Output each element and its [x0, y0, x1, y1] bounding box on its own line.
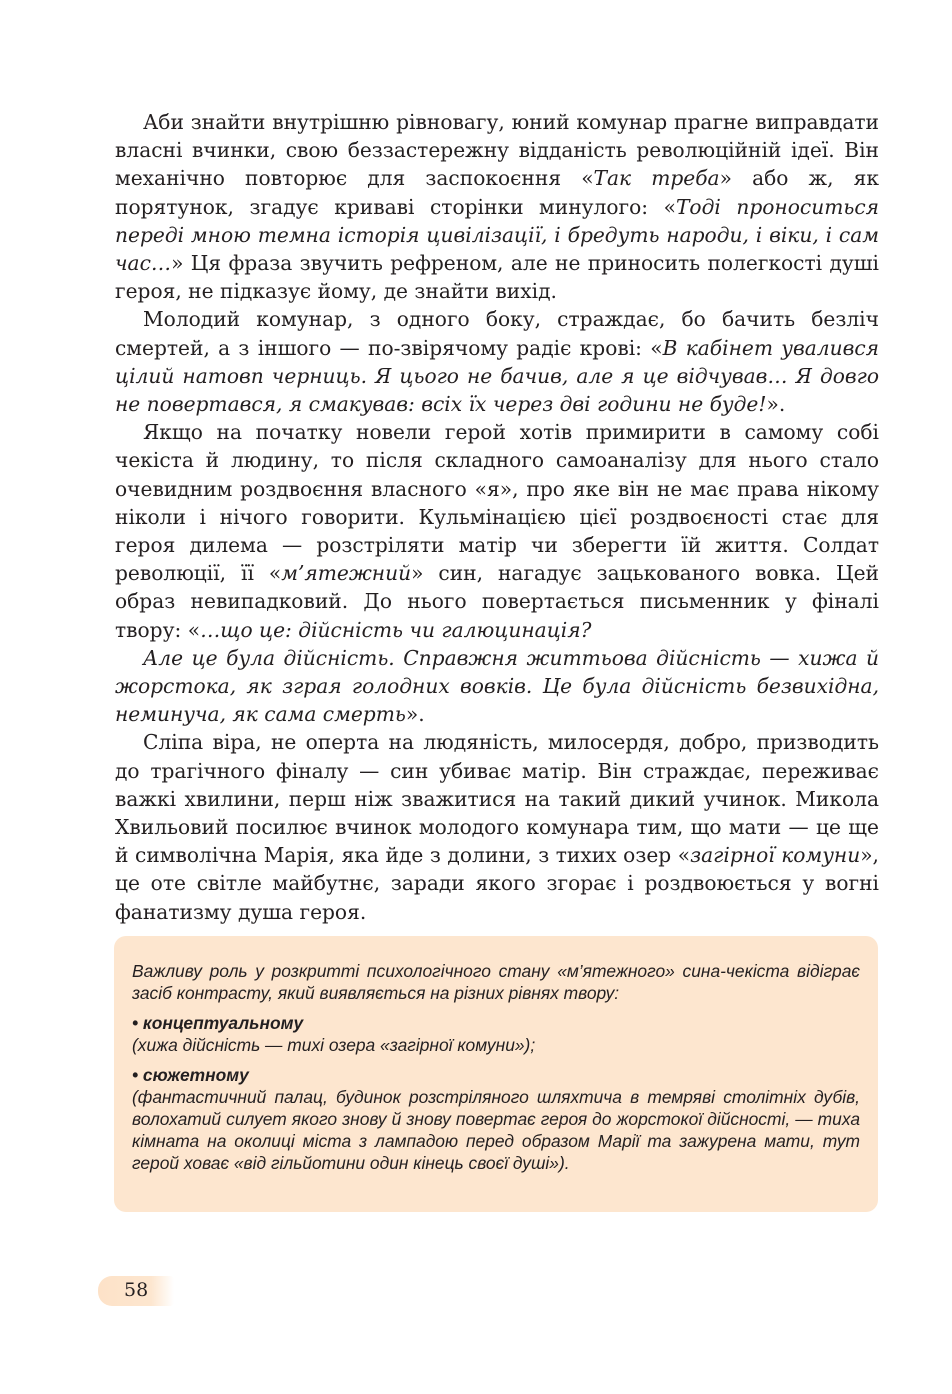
text-run: ». — [405, 702, 425, 727]
text-run: Аби знайти внутрішню рівновагу, юний комунар прагне виправдати власні вчинки, свою беззастережну відданість революційній ідеї. Він механічно повторює для заспокоєння « — [115, 110, 879, 191]
page-number-tab — [98, 1276, 174, 1306]
paragraph-2 — [115, 305, 879, 418]
callout-item-title: • концептуальному — [132, 1013, 304, 1033]
text-run: » або ж, як порятунок, згадує криваві сторінки минулого: « — [115, 166, 879, 219]
callout-item-text: (фантастичний палац, будинок розстріляного шляхтича в темряві столітніх дубів, волохатий силует якого знову й знову повертає героя до жорстокої дійсності, — тиха кімната на околиці міста з лампадою перед образом Марії та зажурена мати, тут герой ховає «від гільйотини один кінець своєї душі»). — [132, 1087, 860, 1173]
text-run: Сліпа віра, не оперта на людяність, милосердя, добро, призводить до трагічного фіналу — син убиває матір. Він страждає, переживає важкі хвилини, перш ніж зважитися на такий дикий учинок. Микола Хвильовий посилює вчинок молодого комунара тим, що мати — це ще й символічна Марія, яка йде з долини, з тихих озер « — [115, 730, 879, 868]
callout-box — [114, 936, 878, 1212]
text-run: ». — [766, 392, 786, 417]
callout-item-conceptual — [132, 1012, 860, 1056]
text-run: » Ця фраза звучить рефреном, але не приносить полегкості душі героя, не підказує йому, де знайти вихід. — [115, 251, 879, 304]
italic-quote: м’ятежний — [281, 561, 412, 586]
callout-intro: Важливу роль у розкритті психологічного стану «м’ятежного» сина-чекіста відіграє засіб контрасту, який виявляється на різних рівнях твору: — [132, 961, 860, 1003]
paragraph-3 — [115, 418, 879, 644]
paragraph-1 — [115, 108, 879, 305]
paragraph-4 — [115, 644, 879, 729]
italic-quote: Так треба — [593, 166, 720, 191]
italic-quote: Але це була дійсність. Справжня життьова дійсність — хижа й жорстока, як зграя голодних вовків. Це була дійсність безвихідна, неминуча, як сама смерть — [115, 645, 879, 727]
italic-quote: В кабінет увалився цілий натовп черниць. Я цього не бачив, але я це відчував… Я довго не повертався, я смакував: всіх їх через дві години не буде! — [115, 335, 880, 417]
callout-item-plot — [132, 1064, 860, 1174]
page-number: 58 — [124, 1279, 149, 1301]
italic-quote: загірної комуни — [690, 843, 861, 868]
callout-item-text: (хижа дійсність — тихі озера «загірної комуни»); — [132, 1035, 536, 1055]
italic-quote: …що це: дійсність чи галюцинація? — [200, 617, 592, 642]
main-text — [115, 108, 879, 926]
text-run: » син, нагадує зацькованого вовка. Цей образ невипадковий. До нього повертається письменник у фіналі твору: « — [115, 561, 879, 642]
callout-item-title: • сюжетному — [132, 1065, 249, 1085]
italic-quote: Тоді проноситься переді мною темна історія цивілізації, і бредуть народи, і віки, і сам час… — [115, 194, 879, 276]
text-run: », це оте світле майбутнє, заради якого згорає і роздвоюється у вогні фанатизму душа героя. — [115, 843, 879, 924]
text-run: Молодий комунар, з одного боку, страждає, бо бачить безліч смертей, а з іншого — по-звірячому радіє крові: « — [115, 307, 879, 360]
paragraph-5 — [115, 728, 879, 925]
text-run: Якщо на початку новели герой хотів примирити в самому собі чекіста й людину, то після складного самоаналізу для нього стало очевидним роздвоєння власного «я», про яке він не має права нікому ніколи і нічого говорити. Кульмінацією цієї роздвоєності стає для героя дилема — розстріляти матір чи зберегти їй життя. Солдат революції, її « — [115, 420, 879, 586]
